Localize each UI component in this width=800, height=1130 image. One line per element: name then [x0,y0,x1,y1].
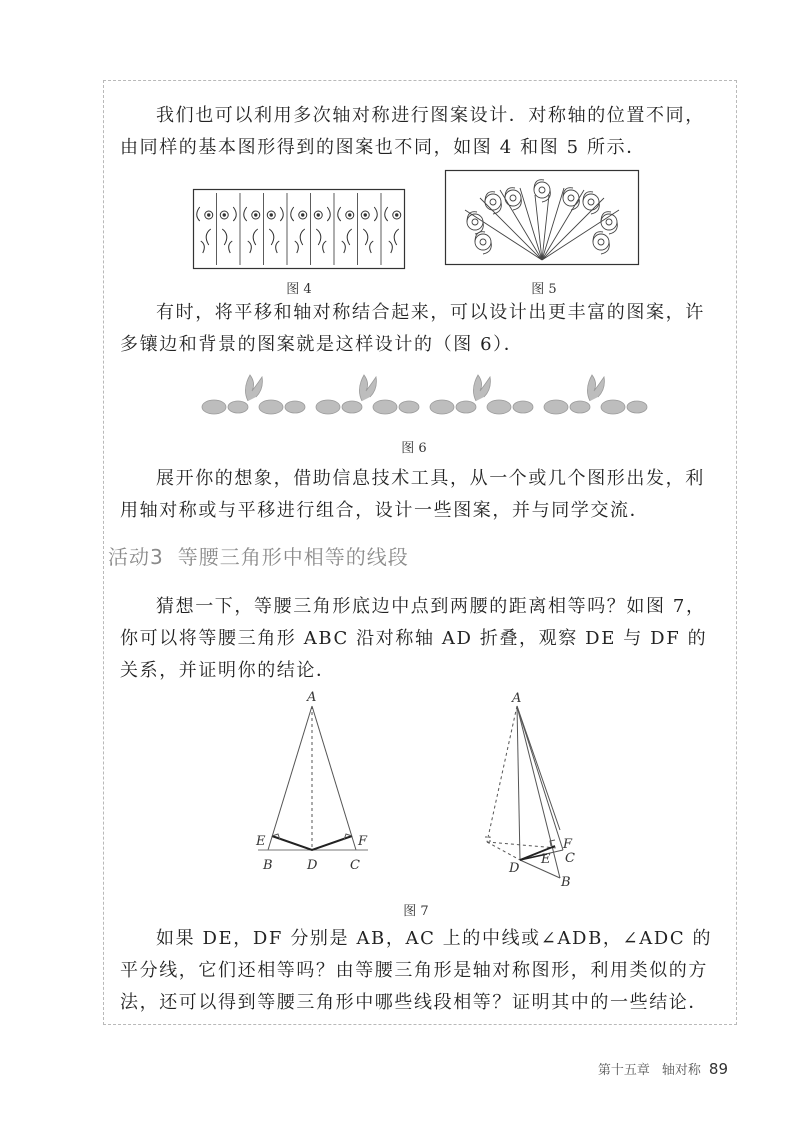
caption-fig6: 图 6 [401,441,427,456]
label-F-left: F [358,834,368,849]
label-E-left: E [256,834,266,849]
label-A-right: A [512,691,522,706]
section-title: 等腰三角形中相等的线段 [177,545,409,569]
label-D-left: D [307,858,318,873]
label-C-left: C [350,858,360,873]
paragraph-midline-question: 如果 DE，DF 分别是 AB，AC 上的中线或∠ADB，∠ADC 的平分线，它们还相等吗？由等腰三角形是轴对称图形，利用类似的方法，还可以得到等腰三角形中哪些线段相等？证明其中的一些结论． [120,928,713,1013]
label-B-right: B [561,875,571,890]
paragraph-imagination: 展开你的想象，借助信息技术工具，从一个或几个图形出发，利用轴对称或与平移进行组合，设计一些图案，并与同学交流． [120,468,705,521]
label-A-left: A [307,690,317,705]
page-number: 89 [708,1060,728,1078]
section-number: 活动3 [108,545,164,569]
footer-chapter: 第十五章 [597,1063,650,1078]
label-D-right: D [509,861,520,876]
figure-7-right-folded [465,690,595,890]
figure-5 [445,170,639,265]
label-F-right: F [563,837,573,852]
page-footer [598,1059,728,1078]
caption-fig4: 图 4 [286,282,312,297]
figure-4 [193,189,405,269]
figure-6 [180,365,650,425]
paragraph-pattern-design: 我们也可以利用多次轴对称进行图案设计．对称轴的位置不同，由同样的基本图形得到的图案也不同，如图 4 和图 5 所示． [120,105,705,158]
figure-7-left-triangle [250,688,380,878]
caption-fig5: 图 5 [531,282,557,297]
label-E-right: E [541,852,551,867]
caption-fig7: 图 7 [403,904,429,919]
section-heading [108,541,409,570]
footer-title: 轴对称 [661,1063,701,1078]
label-C-right: C [565,851,575,866]
paragraph-border-patterns: 有时，将平移和轴对称结合起来，可以设计出更丰富的图案，许多镶边和背景的图案就是这样设计的（图 6）． [120,302,705,355]
label-B-left: B [263,858,273,873]
paragraph-conjecture: 猜想一下，等腰三角形底边中点到两腰的距离相等吗？如图 7，你可以将等腰三角形 ABC 沿对称轴 AD 折叠，观察 DE 与 DF 的关系，并证明你的结论． [120,596,708,681]
